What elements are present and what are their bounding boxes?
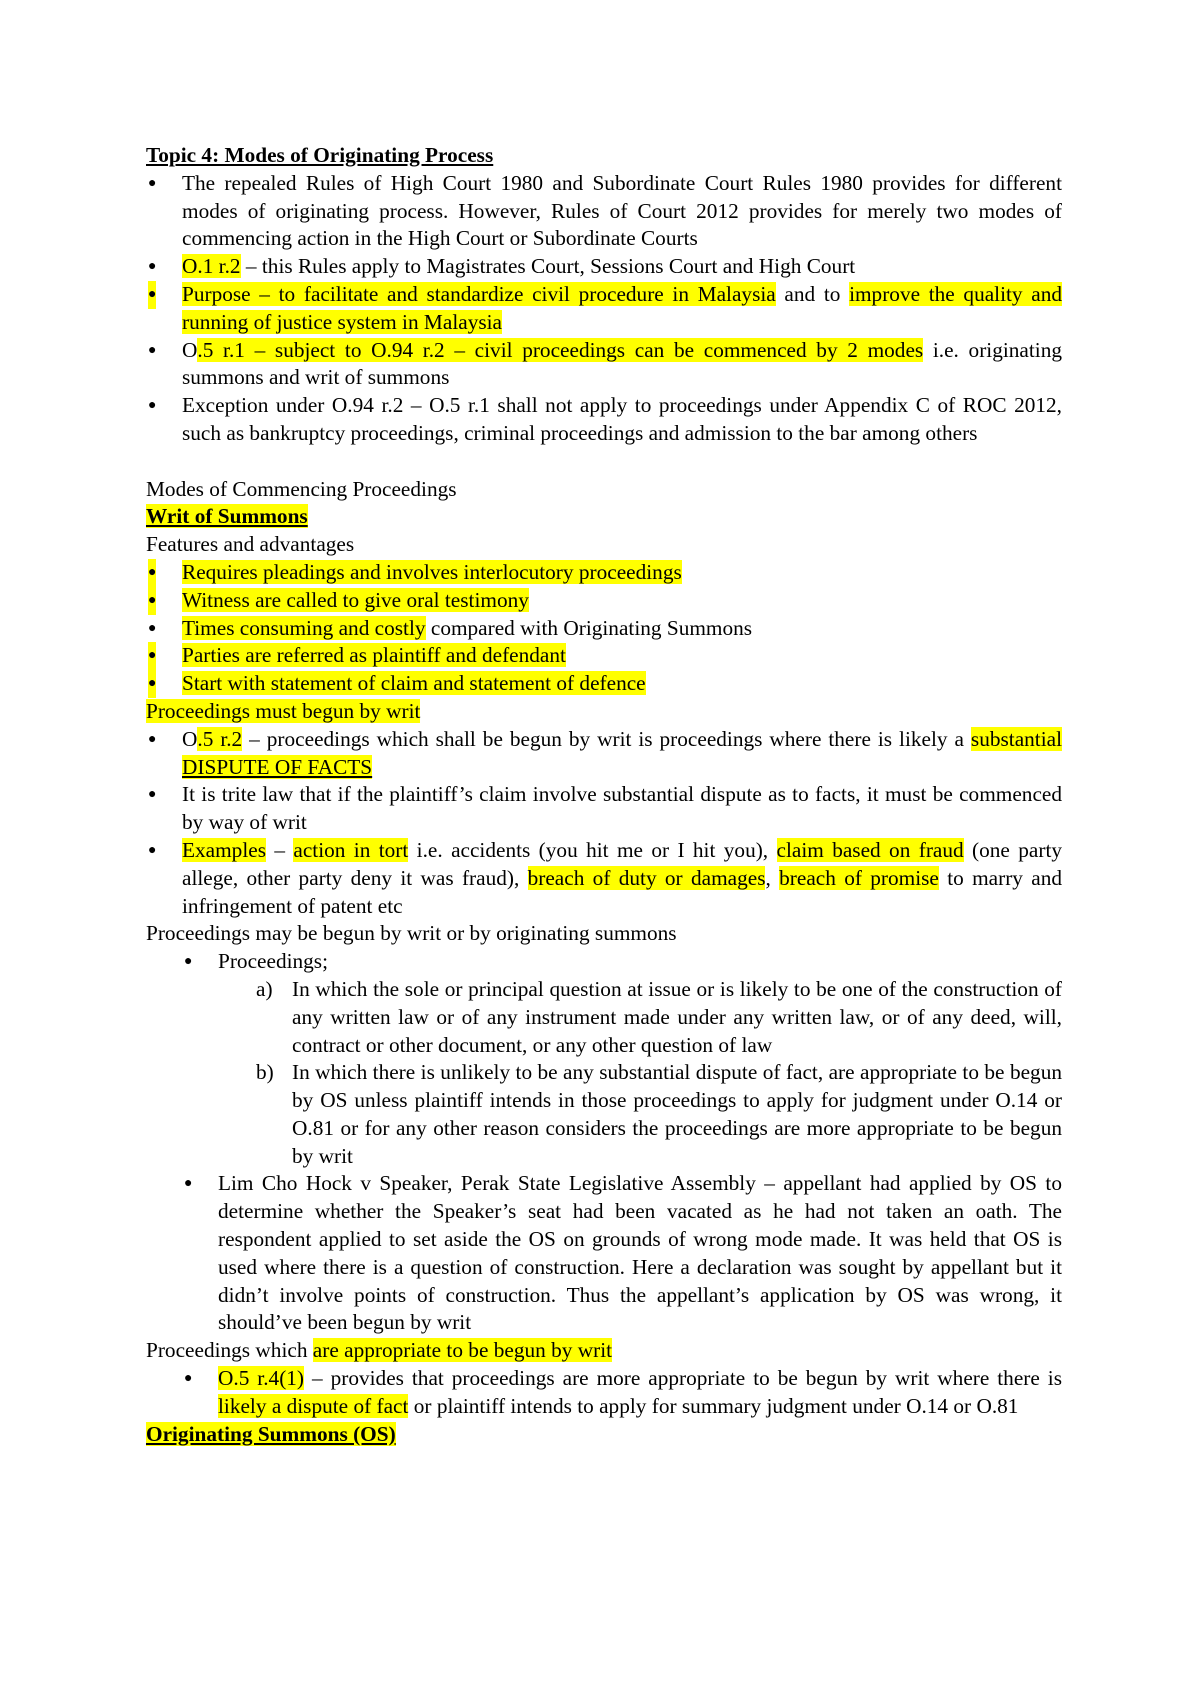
appropriate-list: [146, 1365, 1062, 1421]
os-heading: Originating Summons (OS): [146, 1421, 396, 1446]
highlighted-text: Requires pleadings and involves interlocutory proceedings: [182, 559, 682, 584]
must-writ-list: [146, 726, 1062, 921]
highlighted-text: likely a dispute of fact: [218, 1393, 409, 1418]
bullet-icon: ●: [148, 559, 156, 587]
bullet-icon: ●: [148, 398, 157, 414]
item-text: In which the sole or principal question at issue or is likely to be one of the construction of any written law or of any instrument made under any written law, or of any deed, will, contract or other document, or any other question of law: [292, 976, 1062, 1057]
highlighted-text: .5 r.1 – subject to O.94 r.2 – civil proceedings can be commenced by 2 modes: [197, 337, 924, 362]
list-marker: a): [256, 976, 273, 1001]
bullet-icon: ●: [184, 1176, 193, 1192]
item-text: to marry and infringement of patent etc: [182, 865, 1063, 918]
item-text: The repealed Rules of High Court 1980 and Subordinate Court Rules 1980 provides for different modes of originating process. However, Rules of Court 2012 provides for merely two modes of commencing action in the High Court or Subordinate Courts: [182, 170, 1062, 251]
highlighted-text: are appropriate to be begun by writ: [312, 1338, 613, 1363]
modes-heading: Modes of Commencing Proceedings: [146, 476, 457, 501]
item-text: compared with Originating Summons: [425, 615, 753, 640]
highlighted-text: breach of promise: [779, 865, 939, 890]
highlighted-text: Examples: [182, 837, 266, 862]
list-item: [146, 392, 1062, 448]
item-text: – proceedings which shall be begun by writ is proceedings where there is likely a: [242, 726, 971, 751]
bullet-icon: ●: [148, 842, 157, 858]
highlighted-text: DISPUTE OF FACTS: [182, 754, 373, 779]
highlighted-text: breach of duty or damages: [527, 865, 766, 890]
bullet-icon: ●: [148, 670, 156, 698]
features-heading: Features and advantages: [146, 532, 355, 557]
list-item: [146, 253, 1062, 281]
highlighted-text: Purpose – to: [182, 281, 304, 306]
item-text: O: [182, 726, 198, 751]
list-item: [146, 337, 1062, 393]
bullet-icon: ●: [184, 1371, 193, 1387]
list-item: [146, 615, 1062, 643]
list-item: [146, 726, 1062, 782]
bullet-icon: ●: [148, 281, 156, 309]
appropriate-heading: [146, 1337, 1062, 1365]
list-item: [146, 170, 1062, 253]
item-text: In which there is unlikely to be any substantial dispute of fact, are appropriate to be begun by OS unless plaintiff intends in those proceedings to apply for judgment under O.14 or O.81 or for any other reason considers the proceedings are more appropriate to be begun by writ: [292, 1060, 1062, 1168]
bullet-icon: ●: [148, 175, 157, 191]
item-text: Lim Cho Hock v Speaker, Perak State Legislative Assembly – appellant had applied by OS to determine whether the Speaker’s seat had been vacated as he had not taken an oath. The respondent applied to set aside the OS on grounds of wrong mode made. It was held that OS is used where there is a question of construction. Here a declaration was sought by appellant but it didn’t involve points of construction. Thus the appellant’s application by OS was wrong, it should’ve been begun by writ: [218, 1171, 1062, 1335]
highlighted-text: Start with statement of claim and statement of defence: [182, 671, 646, 696]
item-text: It is trite law that if the plaintiff’s claim involve substantial dispute as to facts, it must be commenced by way of writ: [182, 782, 1062, 835]
spacer: [146, 448, 1062, 476]
page-title: Topic 4: Modes of Originating Process: [146, 143, 494, 167]
item-text: – this Rules apply to Magistrates Court, Sessions Court and High Court: [240, 254, 856, 279]
item-text: O: [182, 337, 198, 362]
bullet-icon: ●: [184, 954, 193, 970]
bullet-icon: ●: [148, 342, 157, 358]
list-item: [146, 948, 1062, 976]
intro-list: [146, 170, 1062, 448]
heading-text: Proceedings which: [146, 1338, 313, 1363]
highlighted-text: facilitate and standardize civil procedure in Malaysia: [303, 281, 776, 306]
item-text: Exception under O.94 r.2 – O.5 r.1 shall not apply to proceedings under Appendix C of ROC 2012, such as bankruptcy proceedings, criminal proceedings and admission to the bar among others: [182, 393, 1062, 445]
list-item: [146, 1170, 1062, 1337]
highlighted-text: action in tort: [293, 837, 409, 862]
highlighted-text: claim based on fraud: [776, 837, 964, 862]
highlighted-text: O.1 r.2: [182, 254, 241, 279]
may-writ-sublist: [146, 976, 1062, 1171]
bullet-icon: ●: [148, 731, 157, 747]
highlighted-text: substantial: [970, 726, 1063, 751]
list-item: [146, 670, 1062, 698]
bullet-icon: ●: [148, 620, 157, 636]
item-text: and to: [775, 281, 850, 306]
item-text: i.e. accidents (you hit me or I hit you),: [408, 837, 777, 862]
item-text: ,: [765, 865, 780, 890]
document-page: [146, 142, 1062, 1448]
bullet-icon: ●: [148, 642, 156, 670]
highlighted-text: .5 r.2: [197, 726, 243, 751]
may-writ-heading: Proceedings may be begun by writ or by originating summons: [146, 921, 677, 946]
highlighted-text: O.5 r.4(1): [218, 1366, 305, 1391]
bullet-icon: ●: [148, 787, 157, 803]
list-item: [146, 587, 1062, 615]
highlighted-text: Times consuming and costly: [182, 615, 426, 640]
list-item: [146, 642, 1062, 670]
item-text: –: [265, 837, 294, 862]
bullet-icon: ●: [148, 587, 156, 615]
list-item: [146, 1365, 1062, 1421]
highlighted-text: Witness are called to give oral testimony: [182, 587, 529, 612]
case-list: [146, 1170, 1062, 1337]
item-text: – provides that proceedings are more appropriate to be begun by writ where there is: [304, 1366, 1062, 1391]
may-writ-list: [146, 948, 1062, 976]
list-item: [146, 281, 1062, 337]
item-text: i.e. originating summons and writ of summons: [182, 337, 1062, 390]
bullet-icon: ●: [148, 259, 157, 275]
highlighted-text: improve the quality and running of justice system in Malaysia: [182, 281, 1062, 334]
features-list: [146, 559, 1062, 698]
item-text: Proceedings;: [218, 949, 329, 974]
must-writ-heading: Proceedings must begun by writ: [146, 698, 421, 723]
item-text: (one party allege, other party deny it was fraud),: [182, 837, 1063, 890]
list-item: [146, 837, 1062, 920]
list-item: [146, 559, 1062, 587]
writ-heading: Writ of Summons: [146, 504, 308, 529]
list-item: [146, 781, 1062, 837]
list-marker: b): [256, 1060, 274, 1085]
highlighted-text: Parties are referred as plaintiff and defendant: [182, 643, 566, 668]
sub-list-item: [146, 1059, 1062, 1170]
sub-list-item: [146, 976, 1062, 1059]
item-text: or plaintiff intends to apply for summary judgment under O.14 or O.81: [408, 1393, 1019, 1418]
